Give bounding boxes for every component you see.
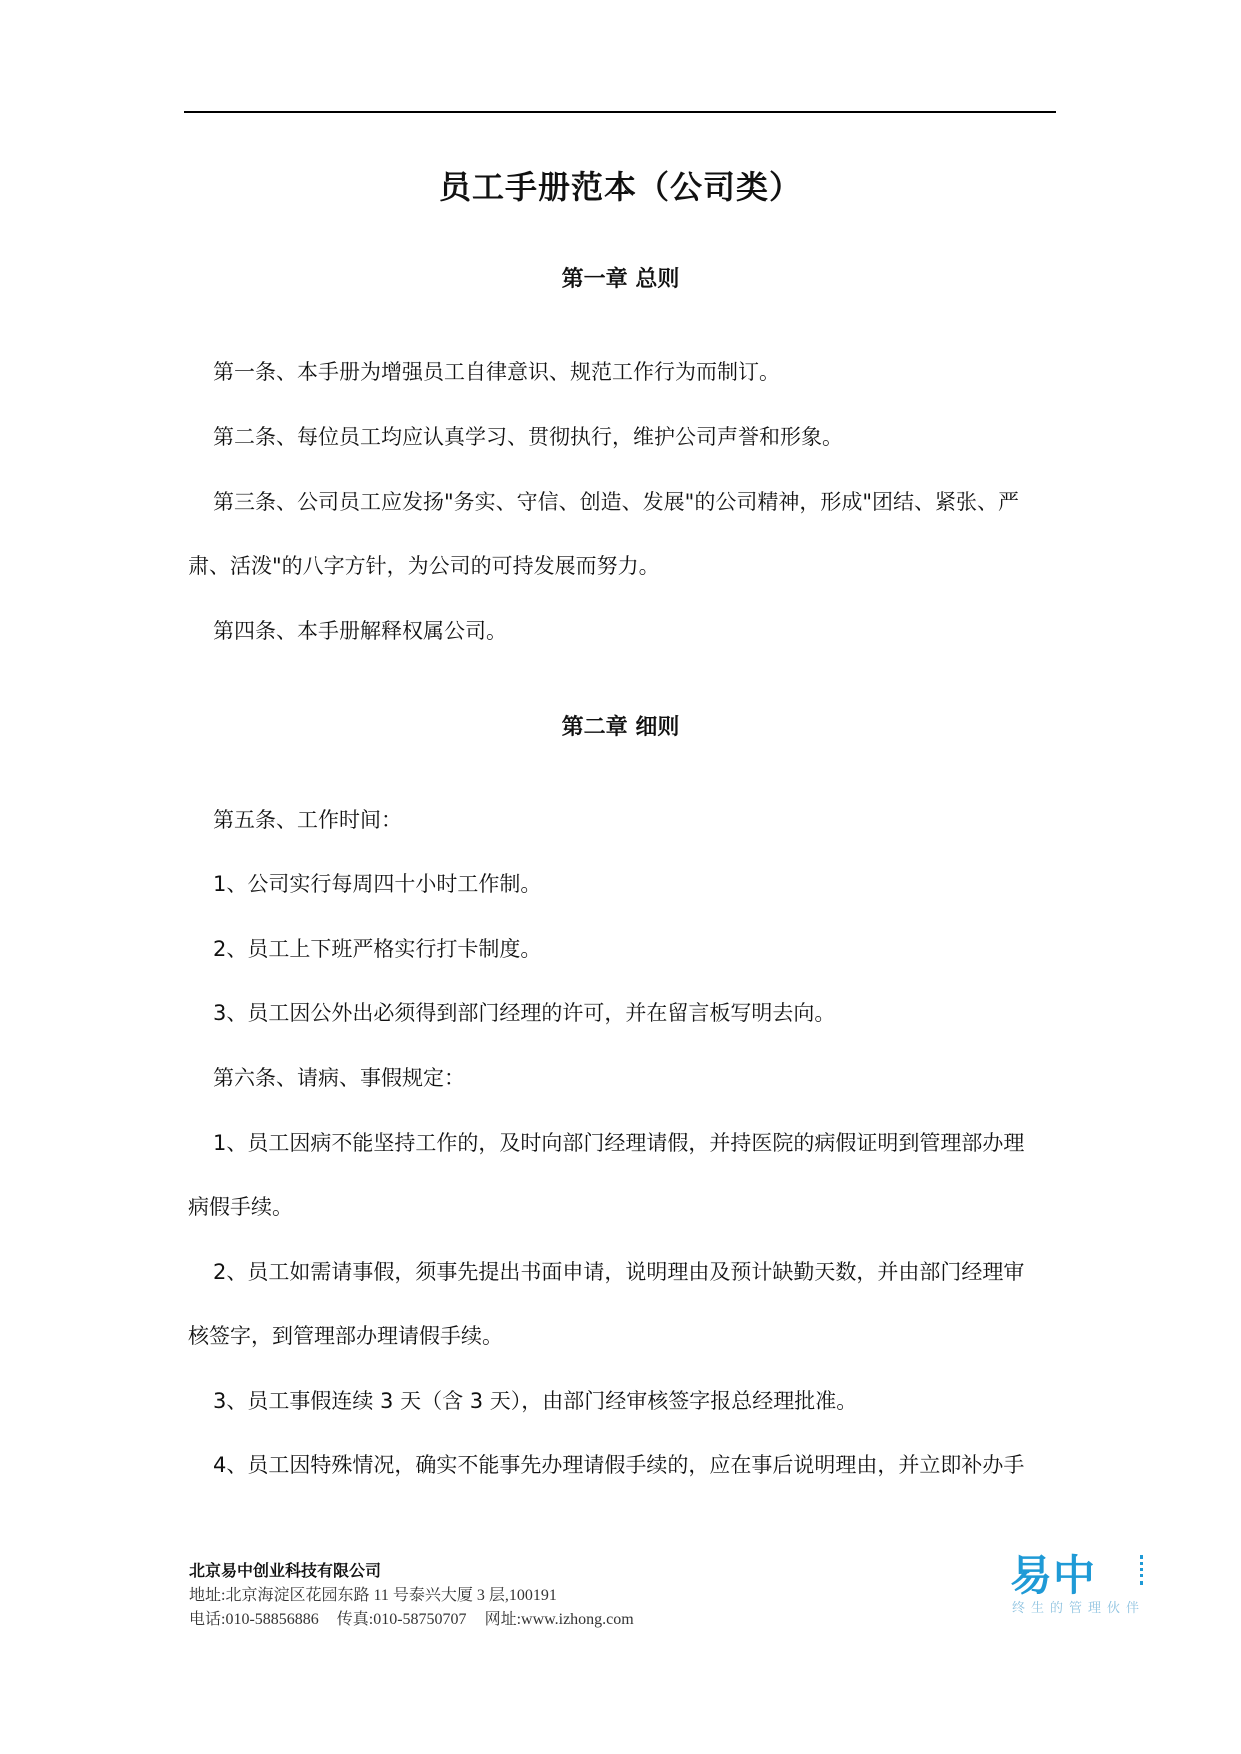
logo-ring-icon (1140, 1555, 1153, 1585)
article-3-continuation: 肃、活泼"的八字方针，为公司的可持发展而努力。 (188, 554, 660, 578)
article-6-item-2: 2、员工如需请事假，须事先提出书面申请，说明理由及预计缺勤天数，并由部门经理审 (213, 1260, 1025, 1284)
article-5-item-3: 3、员工因公外出必须得到部门经理的许可，并在留言板写明去向。 (213, 1001, 836, 1025)
article-5-item-1: 1、公司实行每周四十小时工作制。 (213, 872, 542, 896)
document-title: 员工手册范本（公司类） (438, 168, 802, 206)
article-6-item-3: 3、员工事假连续 3 天（含 3 天），由部门经审核签字报总经理批准。 (213, 1389, 858, 1413)
article-6-item-1-continuation: 病假手续。 (188, 1195, 293, 1219)
footer-contact-line (189, 1606, 634, 1629)
article-6-item-1: 1、员工因病不能坚持工作的，及时向部门经理请假，并持医院的病假证明到管理部办理 (213, 1131, 1025, 1155)
footer-website: 网址:www.izhong.com (484, 1611, 634, 1628)
logo-mark: 易中 (1010, 1551, 1097, 1600)
article-2: 第二条、每位员工均应认真学习、贯彻执行，维护公司声誉和形象。 (213, 425, 843, 449)
company-logo (1010, 1543, 1156, 1616)
chapter-2-heading: 第二章 细则 (561, 715, 680, 740)
article-5-item-2: 2、员工上下班严格实行打卡制度。 (213, 937, 542, 961)
article-6: 第六条、请病、事假规定： (213, 1066, 465, 1090)
header-rule (184, 111, 1056, 113)
article-4: 第四条、本手册解释权属公司。 (213, 619, 507, 643)
article-3: 第三条、公司员工应发扬"务实、守信、创造、发展"的公司精神，形成"团结、紧张、严 (213, 490, 1019, 514)
article-6-item-2-continuation: 核签字，到管理部办理请假手续。 (188, 1324, 503, 1348)
article-1: 第一条、本手册为增强员工自律意识、规范工作行为而制订。 (213, 360, 780, 384)
footer-fax: 传真:010-58750707 (336, 1611, 467, 1628)
chapter-1-heading: 第一章 总则 (561, 267, 680, 292)
article-6-item-4: 4、员工因特殊情况，确实不能事先办理请假手续的，应在事后说明理由，并立即补办手 (213, 1453, 1025, 1477)
logo-tagline: 终生的管理伙伴 (1012, 1601, 1146, 1616)
footer-company-name: 北京易中创业科技有限公司 (189, 1561, 382, 1580)
footer-phone: 电话:010-58856886 (189, 1611, 319, 1628)
article-5: 第五条、工作时间： (213, 808, 402, 832)
footer-address: 地址:北京海淀区花园东路 11 号泰兴大厦 3 层,100191 (189, 1587, 557, 1604)
